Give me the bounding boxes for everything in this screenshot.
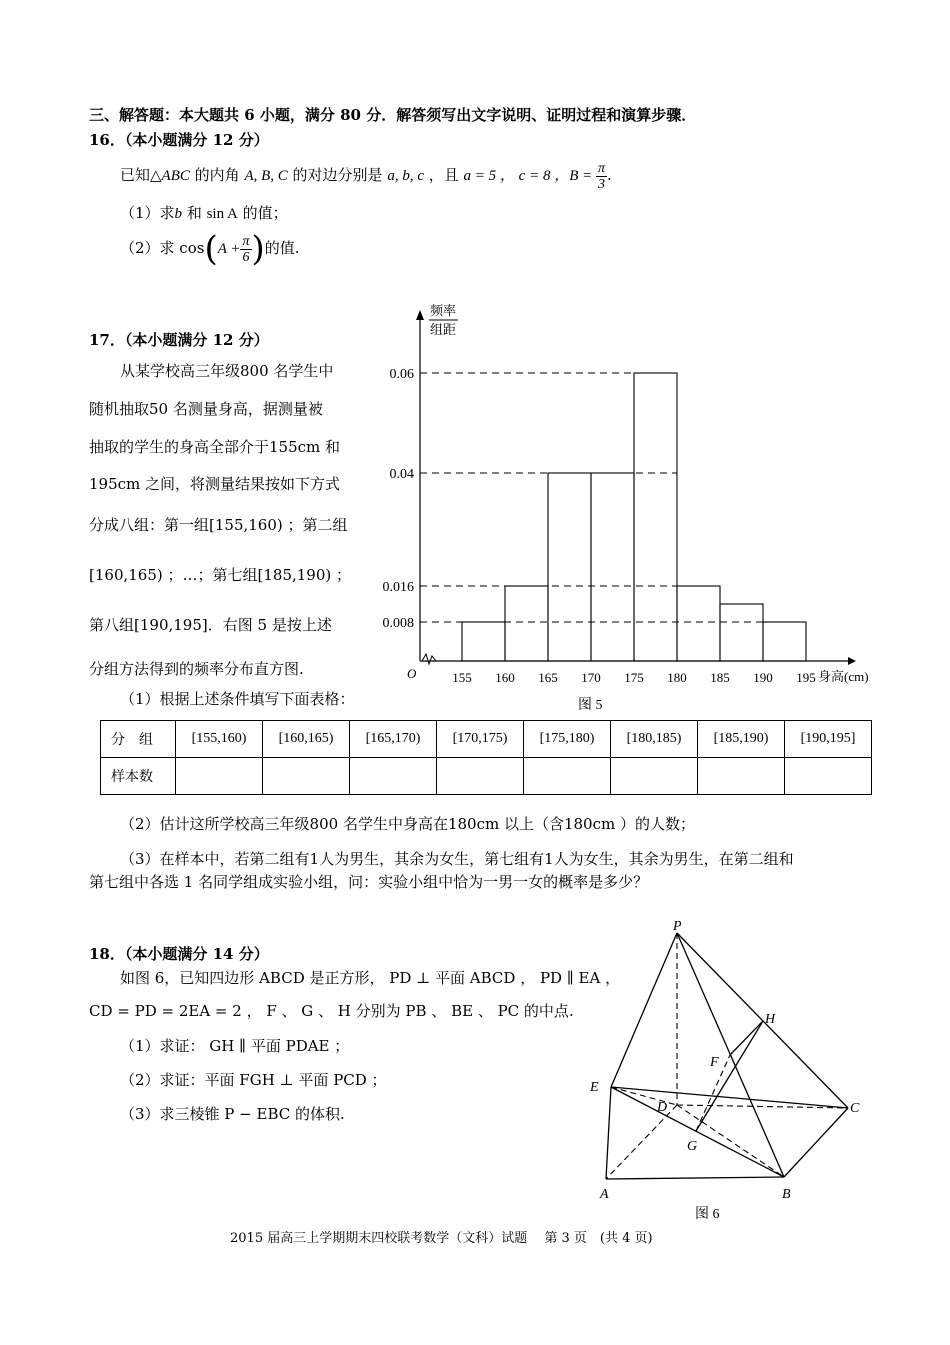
q17-part3-line1: （3）在样本中，若第二组有1人为男生，其余为女生，第七组有1人为女生，其余为男生，在第二组和: [120, 850, 794, 868]
q17-title: 17．（本小题满分 12 分）: [89, 331, 269, 349]
label-B: B: [782, 1187, 791, 1202]
x-tick-label: 160: [495, 670, 515, 685]
x-axis-arrow: [848, 657, 856, 665]
q16-part1: （1）求b 和 sin A 的值；: [120, 204, 288, 222]
q18-part3: （3）求三棱锥 P − EBC 的体积.: [120, 1105, 345, 1123]
edge-DA-hidden: [606, 1105, 677, 1179]
table-cell-empty: [611, 758, 698, 795]
histogram-bar: [763, 622, 806, 661]
q16-part2: （2）求 cos(A + $\frac{\pi}{6}$ )的值.: [120, 229, 300, 269]
q16-stem: 已知△ABC 的内角 A, B, C 的对边分别是 a, b, c ，且 a = 5 ， c = 8 ，B = $\frac{\pi}{3}$ .: [120, 160, 612, 192]
histogram-bar: [462, 622, 505, 661]
label-P: P: [673, 919, 682, 934]
table-cell-group: [160,165): [263, 721, 350, 758]
x-axis-label: 身高(cm): [818, 669, 869, 684]
table-cell-group: [165,170): [350, 721, 437, 758]
table-cell-empty: [263, 758, 350, 795]
histogram-bar: [634, 373, 677, 661]
q17-para-line: 抽取的学生的身高全部介于155cm 和: [89, 438, 341, 456]
x-tick-label: 155: [452, 670, 472, 685]
segment-GH: [696, 1021, 763, 1131]
edge-AB: [606, 1177, 784, 1179]
y-axis-label-top: 频率: [430, 303, 457, 318]
x-tick-label: 195: [796, 670, 816, 685]
page-footer: 2015 届高三上学期期末四校联考数学（文科）试题 第 3 页 (共 4 页): [230, 1231, 653, 1246]
segment-FH: [730, 1021, 763, 1055]
pyramid-figure-6: [580, 915, 880, 1225]
y-axis-arrow: [416, 310, 424, 320]
edge-EA: [606, 1087, 611, 1179]
q17-para-line: 从某学校高三年级800 名学生中: [120, 362, 334, 380]
label-G: G: [687, 1139, 698, 1154]
x-tick-label: 165: [538, 670, 558, 685]
q18-part1: （1）求证： GH ∥ 平面 PDAE ；: [120, 1037, 350, 1055]
histogram-bar: [505, 586, 548, 661]
q17-para-line: 分组方法得到的频率分布直方图.: [89, 660, 304, 678]
table-cell-group: [175,180): [524, 721, 611, 758]
table-row: [101, 758, 872, 795]
table-cell-empty: [785, 758, 872, 795]
table-cell-group: [185,190): [698, 721, 785, 758]
y-axis-label-bottom: 组距: [430, 322, 457, 337]
x-tick-label: 185: [710, 670, 730, 685]
label-H: H: [765, 1012, 776, 1027]
histogram-bar: [548, 473, 591, 661]
origin-label: O: [407, 666, 417, 681]
table-cell-empty: [524, 758, 611, 795]
figure-6-caption: 图 6: [695, 1207, 720, 1222]
q17-para-line: 分成八组：第一组[155,160) ；第二组: [89, 516, 348, 534]
edge-PE: [611, 933, 677, 1087]
table-header-label: 分 组: [101, 721, 176, 758]
histogram-bar: [677, 586, 720, 661]
q18-line1: 如图 6，已知四边形 ABCD 是正方形， PD ⊥ 平面 ABCD ， PD ∥ EA ，: [120, 969, 621, 987]
q17-part2: （2）估计这所学校高三年级800 名学生中身高在180cm 以上（含180cm ）的人数；: [120, 815, 695, 833]
q16-title: 16．（本小题满分 12 分）: [89, 131, 269, 149]
q18-line2: CD = PD = 2EA = 2 ， F 、 G 、 H 分别为 PB 、 BE 、 PC 的中点.: [89, 1002, 574, 1020]
label-F: F: [710, 1055, 719, 1070]
y-tick-label: 0.06: [389, 367, 414, 382]
q18-part2: （2）求证：平面 FGH ⊥ 平面 PCD ；: [120, 1071, 387, 1089]
y-tick-label: 0.016: [382, 580, 414, 595]
x-tick-label: 170: [581, 670, 601, 685]
histogram-marks: [383, 310, 857, 685]
x-tick-label: 180: [667, 670, 687, 685]
table-cell-empty: [350, 758, 437, 795]
label-D: D: [657, 1100, 668, 1115]
x-tick-label: 175: [624, 670, 644, 685]
table-cell-group: [155,160): [176, 721, 263, 758]
table-cell-empty: [176, 758, 263, 795]
label-E: E: [590, 1080, 599, 1095]
table-cell-group: [180,185): [611, 721, 698, 758]
table-cell-empty: [698, 758, 785, 795]
y-tick-label: 0.04: [389, 467, 414, 482]
group-table: [100, 720, 872, 795]
table-row: [101, 721, 872, 758]
table-cell-group: [190,195]: [785, 721, 872, 758]
table-row-label: 样本数: [101, 758, 176, 795]
edge-BC: [784, 1108, 848, 1177]
x-tick-label: 190: [753, 670, 773, 685]
table-cell-group: [170,175): [437, 721, 524, 758]
label-A: A: [600, 1187, 609, 1202]
histogram-figure-5: [370, 296, 890, 716]
histogram-bar: [591, 473, 634, 661]
q17-part1: （1）根据上述条件填写下面表格：: [120, 690, 355, 708]
figure-5-caption: 图 5: [578, 698, 603, 713]
q17-para-line: 195cm 之间，将测量结果按如下方式: [89, 475, 341, 493]
label-C: C: [850, 1101, 860, 1116]
y-tick-label: 0.008: [382, 616, 414, 631]
q17-part3-line2: 第七组中各选 1 名同学组成实验小组，问：实验小组中恰为一男一女的概率是多少？: [89, 873, 649, 891]
edge-PC: [677, 933, 848, 1108]
axis-break: [422, 654, 436, 664]
histogram-bar: [720, 604, 763, 661]
section-header: 三、解答题：本大题共 6 小题，满分 80 分．解答须写出文字说明、证明过程和演算步骤．: [89, 106, 697, 124]
q17-para-line: 随机抽取50 名测量身高，据测量被: [89, 400, 323, 418]
q17-para-line: 第八组[190,195]．右图 5 是按上述: [89, 616, 332, 634]
table-cell-empty: [437, 758, 524, 795]
q17-para-line: [160,165) ；…；第七组[185,190) ；: [89, 566, 352, 584]
q18-title: 18．（本小题满分 14 分）: [89, 945, 269, 963]
